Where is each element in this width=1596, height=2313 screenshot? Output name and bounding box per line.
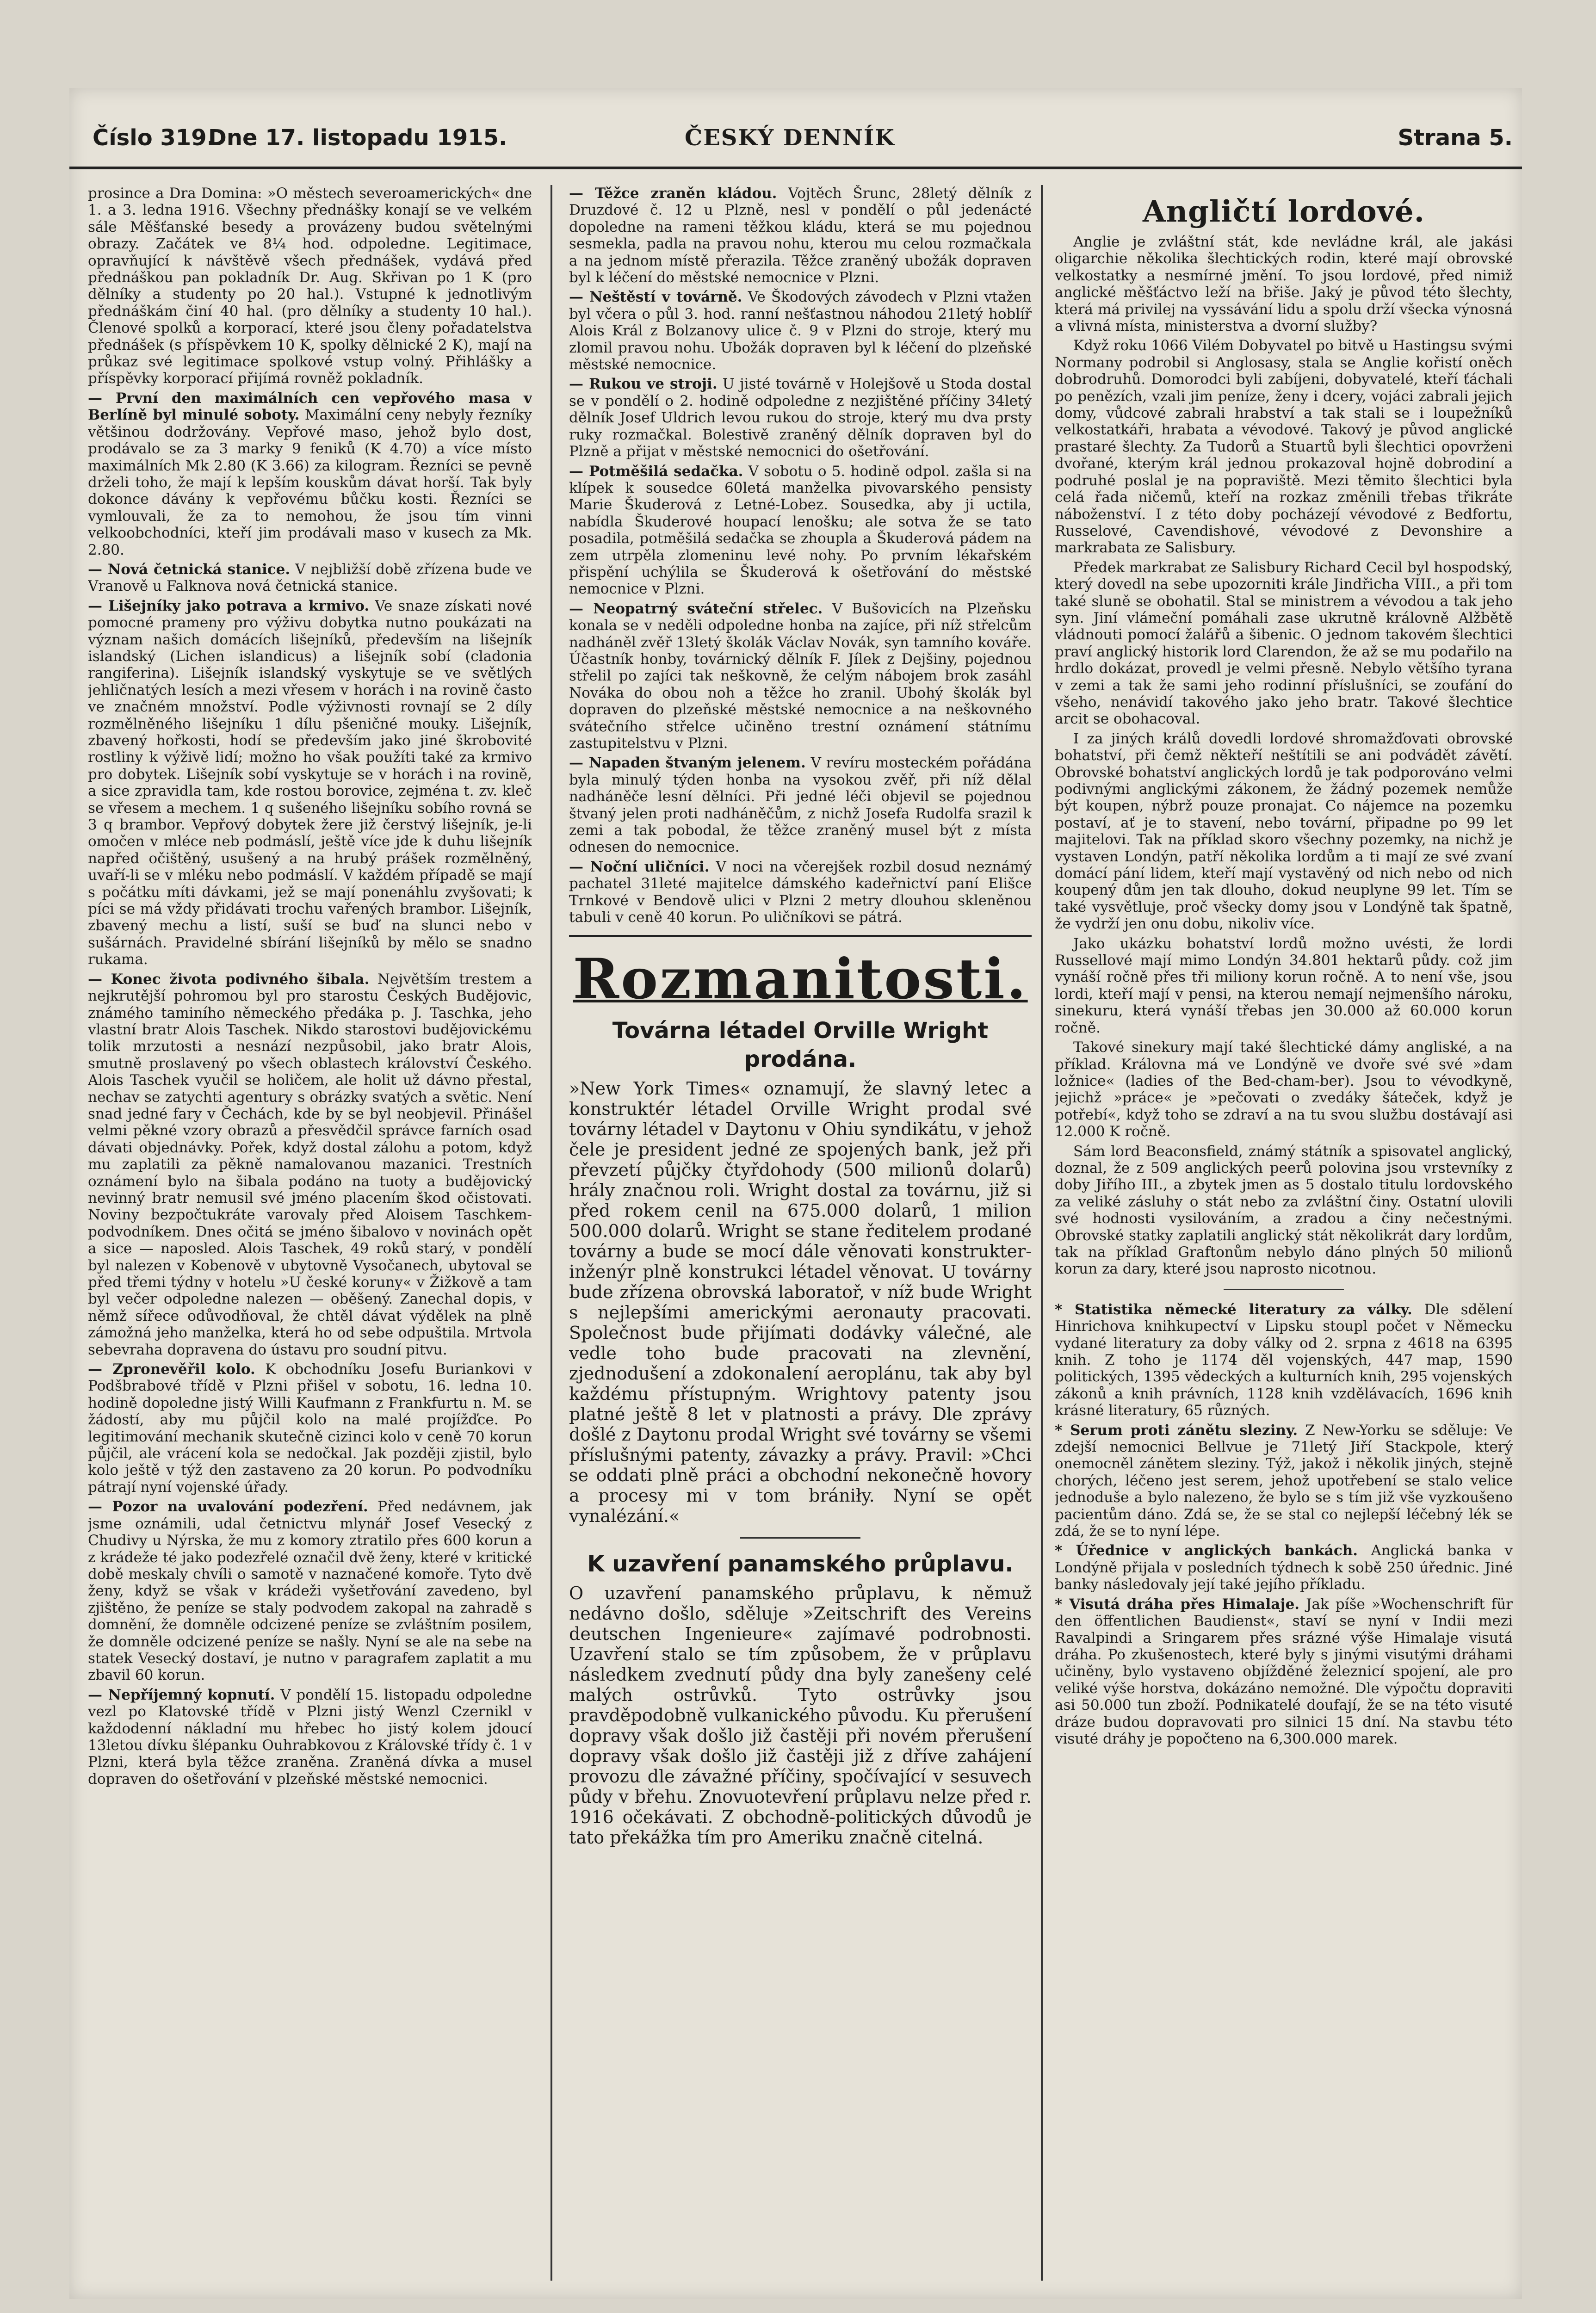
- page-number: Strana 5.: [1398, 125, 1513, 151]
- news-item-headline: * Úřednice v anglických bankách.: [1055, 1542, 1358, 1559]
- news-item: [88, 1498, 532, 1683]
- news-item-text: Největším trestem a nejkrutější pohromou byl pro starostu Českých Budějovic, známého taminího německého předáka p. J. Taschka, jeho vlastní bratr Alois Taschek. Nikdo starostovi budějovickému tolik mrzutosti a nesnází nezpůsobil, jako bratr Alois, smutně proslavený po všech oblastech království Českého. Alois Taschek vyučil se holičem, ale holit už dávno přestal, nechav se zatychti agentury s obrázky svatých a světic. Není snad jedné fary v Čechách, kde by se byl neobjevil. Přinášel velmi pěkné vzory obrazů a přesvědčil správce farních osad dávati objednávky. Pořek, když dostal zálohu a potom, když mu zaplatili za pěkně namalovanou mazanici. Trestních oznámení bylo na šibala podáno na tuoty a budějovický nevinný bratr nemusil své jméno placením škod očistovati. Noviny bezpočtukráte varovaly před Aloisem Taschkem-podvodníkem. Dnes očitá se jméno šibalovo v novinách opět a sice — naposled. Alois Taschek, 49 roků starý, v pondělí byl nalezen v Kobenově v ubytovně Vysočanech, ubytoval se před třemi týdny v hotelu »U české koruny« v Žižkově a tam byl večer odpoledne nalezen — oběšený. Zanechal dopis, v němž sířece odůvodňoval, že chtěl dávat výdělek na plně zámožná jeho manželka, která ho od sebe odpuštila. Mrtvola sebevraha dopravena do ústavu pro soudní pitvu.: [88, 971, 532, 1358]
- news-item: [1055, 1422, 1513, 1540]
- article-paragraph: Jako ukázku bohatství lordů možno uvésti, že lordi Russellové mají mimo Londýn 34.801 hektarů půdy. což jim vynáší ročně přes tři miliony korun ročně. A to není vše, jsou lordi, kteří mají v pensi, na kterou nemají nejmenšího nároku, sinekuru, která vynáší třebas jen 30.000 až 60.000 korun ročně.: [1055, 935, 1513, 1036]
- news-item-text: Dle sdělení Hinrichova knihkupectví v Lipsku stoupl počet v Německu vydané literatury za doby války od 2. srpna z 4618 na 6395 knih. Z toho je 1174 děl vojenských, 447 map, 1590 politických, 1395 vědeckých a kulturních knih, 295 vojenských zákonů a knih právních, 1128 knih vzdělávacích, 1696 knih krásné literatury, 65 různých.: [1055, 1301, 1513, 1419]
- news-item-headline: * Serum proti zánětu sleziny.: [1055, 1422, 1298, 1439]
- news-item: [569, 859, 1032, 926]
- news-item-text: Maximální ceny nebyly řezníky většinou dodržovány. Vepřové maso, jehož bylo dost, prodávalo se za 3 marky 9 feniků (K 4.70) a více místo maximálních Mk 2.80 (K 3.66) za kilogram. Řezníci se pevně drželi toho, že mají k lepším kouskům dávat horší. Tak byly dokonce dávány k vepřovému bůčku kosti. Řezníci se vymlouvali, že za to nemohou, že jsou tím vinni velkoobchodníci, kteří jim prodávali maso v kusech za Mk. 2.80.: [88, 407, 532, 558]
- news-item-headline: — Těžce zraněn kládou.: [569, 185, 777, 202]
- news-item-headline: — Neopatrný sváteční střelec.: [569, 600, 823, 617]
- article-separator: [740, 1537, 860, 1539]
- column-right: [1055, 185, 1513, 2281]
- news-item: [1055, 1596, 1513, 1748]
- news-item: [1055, 1301, 1513, 1419]
- news-item-text: Vojtěch Šrunc, 28letý dělník z Druzdové č. 12 u Plzně, nesl v pondělí o půl jedenácté dopoledne na rameni těžkou kládu, která se mu pojednou sesmekla, padla na pravou nohu, kterou mu celou rozmačkala a na jednom místě přerazila. Těžce zraněný ubožák dopraven byl k léčení do městské nemocnice v Plzni.: [569, 185, 1032, 286]
- news-item-text: Anglická banka v Londýně přijala v posledních týdnech k sobě 250 úřednic. Jiné banky následovaly její také jejího příkladu.: [1055, 1542, 1513, 1593]
- news-item: [569, 185, 1032, 286]
- news-item: [569, 376, 1032, 460]
- news-item-text: V nejbližší době zřízena bude ve Vranově u Falknova nová četnická stanice.: [88, 561, 532, 595]
- news-item-text: V sobotu o 5. hodině odpol. zašla si na klípek k sousedce 60letá manželka pivovarského pensisty Marie Škuderová z Letné-Lobez. Sousedka, aby ji uctila, nabídla Škuderové houpací lenošku; ale sotva že se tato posadila, potměšilá sedačka se zhoupla a Škuderová pádem na zem utrpěla zlomeninu levé nohy. Po prvním lékařském přispění uchýlila se Škuderová k ošetřování do městské nemocnice v Plzni.: [569, 463, 1032, 598]
- article-paragraph: Sám lord Beaconsfield, známý státník a spisovatel anglický, doznal, že z 509 anglických peerů polovina jsou vrstevníky z doby Jiřího III., a zbytek jmen as 5 dostalo titulu lordovského za veliké zásluhy o stát nebo za zvláštní činy. Ostatní ulovili své hodnosti vysilováním, a zradou a činy nečestnými. Obrovské statky zaplatili anglický stát několikrát dary lordům, tak na příklad Graftonům nebylo dáno plných 50 milionů korun za dary, které jsou naprosto nicotnou.: [1055, 1143, 1513, 1278]
- news-item-headline: — Zpronevěřil kolo.: [88, 1361, 255, 1378]
- article-body-wright: »New York Times« oznamují, že slavný letec a konstruktér létadel Orville Wright prodal své továrny létadel v Daytonu v Ohiu syndikátu, v jehož čele je president jedné ze spojených bank, jež při převzetí půjčky čtyřdohody (500 milionů dolarů) hrály značnou roli. Wright dostal za továrnu, již si před rokem cenil na 675.000 dolarů, 1 milion 500.000 dolarů. Wright se stane ředitelem prodané továrny a bude se mocí dále věnovati konstrukter-inženýr plně konstrukci létadel věnovat. U továrny bude zřízena obrovská laboratoř, v níž bude Wright s nejlepšími americkými aeronauty pracovati. Společnost bude přijímati dodávky válečné, ale vedle toho bude pracovati na zlevnění, zjednodušení a zdokonalení aeroplánu, tak aby byl každému přístupným. Wrightovy patenty jsou platné ještě 8 let v platnosti a právy. Dle zprávy došlé z Daytonu prodal Wright své továrny se všemi příslušnými patenty, závazky a právy. Pravil: »Chci se oddati plně práci a obchodní nekonečně hovory a procesy mi v tom brániły. Nyní se opět vynalézání.«: [569, 1078, 1032, 1527]
- news-item-text: Ve snaze získati nové pomocné prameny pro výživu dobytka nutno poukázati na význam našich domácích lišejníků, především na lišejník islandský (Lichen islandicus) a lišejník sobí (cladonia rangiferina). Lišejník islandský vyskytuje se ve světlých jehličnatých lesích a mezi vřesem v horách i na rovině často ve značném množství. Podle výživnosti rovnají se 2 díly rozmělněného lišejníku 1 dílu pšeničné mouky. Lišejník, zbavený hořkosti, hodí se především jako jiné škrobovité rostliny k výživě lidí; možno ho však použíti také za krmivo pro dobytek. Lišejník sobí vyskytuje se v horách i na rovině, a sice zpravidla tam, kde rostou borovice, zejména t. zv. kleč se vřesem a mechem. 1 q sušeného lišejníku sobího rovná se 3 q brambor. Vepřový dobytek žere již čerstvý lišejník, je-li omočen v mléce neb podmáslí, ještě více jde k duhu lišejník napřed očištěný, usušený a na hrubý prášek rozmělněný, uvaří-li se v mléku nebo podmáslí. V každém případě se mají s počátku míti dávkami, jež se mají ponenáhlu zvyšovati; k píci se má vždy přidávati trochu vařených brambor. Lišejník, zbavený mechu a listí, suší se buď na slunci nebo v sušárnách. Pravidelné sbírání lišejníků by mělo se snadno rukama.: [88, 597, 532, 968]
- issue-number: Číslo 319.: [93, 125, 215, 151]
- news-item: [88, 1687, 532, 1787]
- column-middle: [569, 185, 1032, 2281]
- news-item-headline: * Statistika německé literatury za války.: [1055, 1301, 1412, 1318]
- article-body-panama: O uzavření panamského průplavu, k němuž nedávno došlo, sděluje »Zeitschrift des Vereins deutschen Ingenieure« zajímavé podrobnosti. Uzavření stalo se tím způsobem, že v průplavu následkem zvednutí půdy dna byly zanešeny celé malých ostrůvků. Tyto ostrůvky jsou pravděpodobně vulkanického původu. Ku přerušení dopravy však došlo již častěji při novém přerušení dopravy však došlo již častěji již z dříve zahájení provozu dle závažné příčiny, spočívající v sesuvech půdy v břehu. Znovuotevření průplavu nelze před r. 1916 očekávati. Z obchodně-politických důvodů je tato překážka tím pro Ameriku značně citelná.: [569, 1583, 1032, 1848]
- news-item: [88, 971, 532, 1358]
- news-item-headline: — Pozor na uvalování podezření.: [88, 1498, 368, 1515]
- short-notes: [1055, 1301, 1513, 1748]
- news-item: [88, 390, 532, 558]
- column-left: [88, 185, 532, 2281]
- news-item-text: V pondělí 15. listopadu odpoledne vezl po Klatovské třídě v Plzni jistý Wenzl Czernikl v každodenní nákladní mu hřebec ho jistý kolem jdoucí 13letou dívku šlépanku Ouhrabkovou z Královské třídy č. 1 v Plzni, která byla těžce zraněna. Zraněná dívka a musel dopraven do ošetřování v plzeňské městské nemocnici.: [88, 1686, 532, 1787]
- newspaper-title: ČESKÝ DENNÍK: [685, 125, 895, 151]
- article-paragraph: I za jiných králů dovedli lordové shromažďovati obrovské bohatství, při čemž někteří neštítili se ani podvádět závětí. Obrovské bohatství anglických lordů je tak podporováno velmi podivnými anglickými zákonem, že žádný pozemek nemůže být koupen, nýbrž pouze pronajat. Co nájemce na pozemku postaví, ať je to stavení, nebo tovární, připadne po 99 let majitelovi. Tak na příklad skoro všechny pozemky, na nichž je vystaven Londýn, patří několika lordům a ti mají ze své zvaní domácí pání lidem, kteří mají vystavěný od nich nebo od nich koupený dům jen tak dlouho, dokud neuplyne 99 let. Tím se také vysvětluje, proč všecky domy jsou v Londýně tak špatně, že vydrží jen onu dobu, nikoliv více.: [1055, 730, 1513, 933]
- news-item-text: Jak píše »Wochenschrift für den öffentlichen Baudienst«, staví se nyní v Indii mezi Ravalpindi a Sringarem přes srázné výše Himalaje visutá dráha. Po zkušenostech, které byly s jinými visutými dráhami učiněny, bylo vystaveno objížděné železnicí spojení, ale pro veliké výše horstva, dokázáno nemožné. Dle výpočtu dopraviti asi 50.000 tun zboží. Podnikatelé doufají, že se na této visuté dráze budou dopravovati pro silnici 15 dní. Na stavbu této visuté dráhy je popočteno na 6,300.000 marek.: [1055, 1596, 1513, 1747]
- article-paragraph: Takové sinekury mají také šlechtické dámy angliské, a na příklad. Královna má ve Londýně ve dvoře své své »dam ložnice« (ladies of the Bed-cham-ber). Jsou to vévodkyně, jejichž »práce« je »pečovati o zvedáky šáteček, když je potřebí«, když toho se zdraví a na tu svou službu dostávají asi 12.000 K ročně.: [1055, 1039, 1513, 1140]
- news-item-headline: — Noční uličníci.: [569, 858, 710, 875]
- news-item: [88, 598, 532, 968]
- news-item: [569, 600, 1032, 752]
- news-item-text: Ve Škodových závodech v Plzni vtažen byl včera o půl 3. hod. ranní nešťastnou náhodou 21letý hoblíř Alois Král z Bolzanovy ulice č. 9 v Plzni do stroje, který mu zlomil pravou nohu. Ubožák dopraven byl k léčení do plzeňské městské nemocnice.: [569, 289, 1032, 373]
- news-item: [569, 463, 1032, 598]
- column-divider: [551, 185, 552, 2281]
- news-item-headline: — Nepříjemný kopnutí.: [88, 1686, 275, 1703]
- news-item: [88, 561, 532, 595]
- news-item-text: K obchodníku Josefu Buriankovi v Podšbrabové třídě v Plzni přišel v sobotu, 16. ledna 10. hodině dopoledne jistý Willi Kaufmann z Frankfurtu n. M. se žádostí, aby mu půjčil kolo na malé projížďce. Po legitimování mechanik skutečně cizinci kolo v ceně 70 korun půjčil, ale vrácení kola se nedočkal. Jak později zjistil, bylo kolo ještě v týž den zastaveno za 20 korun. Po podvodníku pátrají nyní vojenské úřady.: [88, 1361, 532, 1496]
- news-item-headline: — Neštěstí v továrně.: [569, 289, 742, 306]
- news-item-text: V Bušovicích na Plzeňsku konala se v neděli odpoledne honba na zajíce, při níž střelcům nadháněl zvěř 13letý školák Václav Novák, syn tamního kováře. Účastník honby, továrnický dělník F. Jílek z Dejšiny, pojednou střelil po zajíci tak neškovně, že celým nábojem brok zasáhl Nováka do obou noh a těžce ho zranil. Ubohý školák byl dopraven do plzeňské městské nemocnice a na neškovného svátečního střelce učiněno trestní oznámení státnímu zastupitelstvu v Plzni.: [569, 600, 1032, 752]
- article-title-lords: Angličtí lordové.: [1142, 194, 1425, 229]
- news-item-headline: — Potměšilá sedačka.: [569, 463, 743, 480]
- news-item-headline: — Lišejníky jako potrava a krmivo.: [88, 597, 370, 614]
- news-item: [569, 755, 1032, 855]
- news-item-text: Před nedávnem, jak jsme oznámili, udal četnictvu mlynář Josef Vesecký z Chudivy u Nýrska, že mu z komory ztratilo přes 600 korun a z krádeže té jako podezřelé označil dvě ženy, které v kritické době meskaly chvíli o samotě v naznačené komoře. Tyto dvě ženy, když se však v krádeži vyšetřování zavedeno, byl zjištěno, že peníze se staly podvodem zakopal na zahradě s domnění, že domněle odcizené peníze se zvláštním posilem, že domněle odcizené peníze se našly. Nyní se ale na sebe na statek Vesecký dostaví, je nutno v paragrafem zaplatit a mu zbavil 60 korun.: [88, 1498, 532, 1684]
- article-body-lords: [1055, 234, 1513, 1278]
- news-item: [569, 289, 1032, 373]
- article-title-panama: K uzavření panamského průplavu.: [587, 1551, 1014, 1577]
- news-item: [88, 1361, 532, 1496]
- article-paragraph: Anglie je zvláštní stát, kde nevládne král, ale jakási oligarchie několika šlechtických rodin, které mají obrovské velkostatky a nesmírné jmění. To jsou lordové, před nimiž anglické měšťáctvo leží na břiše. Jaký je původ této šlechty, která má privilej na vyssávání lidu a spolu drží všecka výnosná a vlivná místa, ministerstva a dvorní služby?: [1055, 234, 1513, 335]
- section-heading-rozmanitosti: Rozmanitosti.: [573, 946, 1028, 1012]
- article-paragraph: Předek markrabat ze Salisbury Richard Cecil byl hospodský, který dovedl na sebe upozorniti krále Jindřicha VIII., a při tom také sluně se obohatil. Stal se ministrem a vévodou a tak jeho syn. Jiní vlámeční pomáhali zase ukrutně královně Alžbětě vládnouti pomocí žalářů a šibenic. O jednom takovém šlechtici praví anglický historik lord Clarendon, že až se mu podařilo na hrdlo dokázat, provedl je velmi přesně. Nebylo většího tyrana v zemi a tak že sami jeho rodinní příslušníci, se zoufání do všeho, nenávidí takového jako jeho bratr. Takové šlechtice arcit se obohacoval.: [1055, 559, 1513, 728]
- news-item-headline: * Visutá dráha přes Himalaje.: [1055, 1596, 1300, 1613]
- news-item-text: Z New-Yorku se sděluje: Ve zdejší nemocnici Bellvue je 71letý Jiří Stackpole, který onemocněl zánětem sleziny. Týž, jakož i několik jiných, stejně chorých, léčeno jest serem, jehož upotřebení se stalo velice jednoduše a bylo nalezeno, že bylo se s tím již vše vyzkoušeno pacientům dáno. Zdá se, že se stal co nejlepší léčebný lék se zdá, že se to nyní lépe.: [1055, 1422, 1513, 1540]
- column-divider: [1041, 185, 1043, 2281]
- news-item: [1055, 1542, 1513, 1593]
- section-rule: [569, 935, 1032, 937]
- news-item-headline: — Nová četnická stanice.: [88, 561, 291, 578]
- page-header: [69, 116, 1522, 169]
- news-item-text: V revíru mosteckém pořádána byla minulý týden honba na vysokou zvěř, při níž dělal nadháněče lesní dělníci. Při jedné léči objevil se pojednou štvaný jelen proti nadháněčům, z nichž Josefa Rudolfa srazil k zemi a tak pobodal, že těžce zraněný musel být z místa odnesen do nemocnice.: [569, 755, 1032, 856]
- article-separator: [1224, 1289, 1344, 1290]
- news-item-headline: — První den maximálních cen vepřového masa v Berlíně byl minulé soboty.: [88, 390, 532, 424]
- issue-date: Dne 17. listopadu 1915.: [208, 125, 507, 151]
- article-paragraph: Když roku 1066 Vilém Dobyvatel po bitvě u Hastingsu svými Normany podrobil si Anglosasy, stala se Anglie kořistí oněch dobrodruhů. Domorodci byli zabíjeni, dobyvatelé, kteří ťáchali po penězích, vzali jim peníze, ženy i dcery, vojáci zabrali jejich domy, vůdcové zabrali hrabství a tak stali se i loupežníků velkostatkáři, hrabata a vévodové. Takový je původ anglické prastaré šlechty. Za Tudorů a Stuartů byli šlechtici opovrženi dvořané, kterým král jednou prokazoval hojně dobrodiní a podruhé poslal je na popraviště. Mezi těmito šlechtici byla celá řada ničemů, kteří na rozkaz změnili třebas třikráte náboženství. I z této doby pocházejí vévodové z Bedfortu, Russelové, Cavendishové, vévodové z Devonshire a markrabata ze Salisbury.: [1055, 337, 1513, 557]
- news-item-text: prosince a Dra Domina: »O městech severoamerických« dne 1. a 3. ledna 1916. Všechny přednášky konají se ve velkém sále Měšťanské besedy a provázeny budou světelnými obrazy. Začátek ve 8¼ hod. odpoledne. Legitimace, opravňující k návštěvě všech přednášek, vydává před přednáškou pan pokladník Dr. Aug. Skřivan po 1 K (pro dělníky a studenty po 20 hal.). Vstupné k jednotlivým přednáškám činí 40 hal. (pro dělníky a studenty 10 hal.). Členové spolků a korporací, které jsou členy pořadatelstva přednášek (s příspěvkem 10 K, spolky dělnické 2 K), mají na průkaz své legitimace spolkové vstup volný. Přihlášky a příspěvky korporací přijímá rovněž pokladník.: [88, 185, 532, 387]
- local-news: [569, 185, 1032, 926]
- news-item: [88, 185, 532, 387]
- news-item-headline: — Napaden štvaným jelenem.: [569, 755, 806, 772]
- news-item-text: V noci na včerejšek rozbil dosud neznámý pachatel 31leté majitelce dámského kadeřnictví paní Elišce Trnkové v Bendově ulici v Plzni 2 metry dlouhou skleněnou tabuli v ceně 40 korun. Po uličníkovi se pátrá.: [569, 858, 1032, 926]
- article-title-wright: Továrna létadel Orville Wright prodána.: [612, 1018, 989, 1073]
- newspaper-page: [69, 88, 1522, 2299]
- news-item-text: U jisté továrně v Holejšově u Stoda dostal se v pondělí o 2. hodině odpoledne z nezjištěné příčiny 34letý dělník Josef Uldrich levou rukou do stroje, který mu dva prsty ruky rozmačkal. Bolestivě zraněný dělník dopraven byl do Plzně a přijat v městské nemocnici do ošetřování.: [569, 376, 1032, 460]
- news-item-headline: — Rukou ve stroji.: [569, 376, 718, 393]
- news-item-headline: — Konec života podivného šibala.: [88, 971, 370, 988]
